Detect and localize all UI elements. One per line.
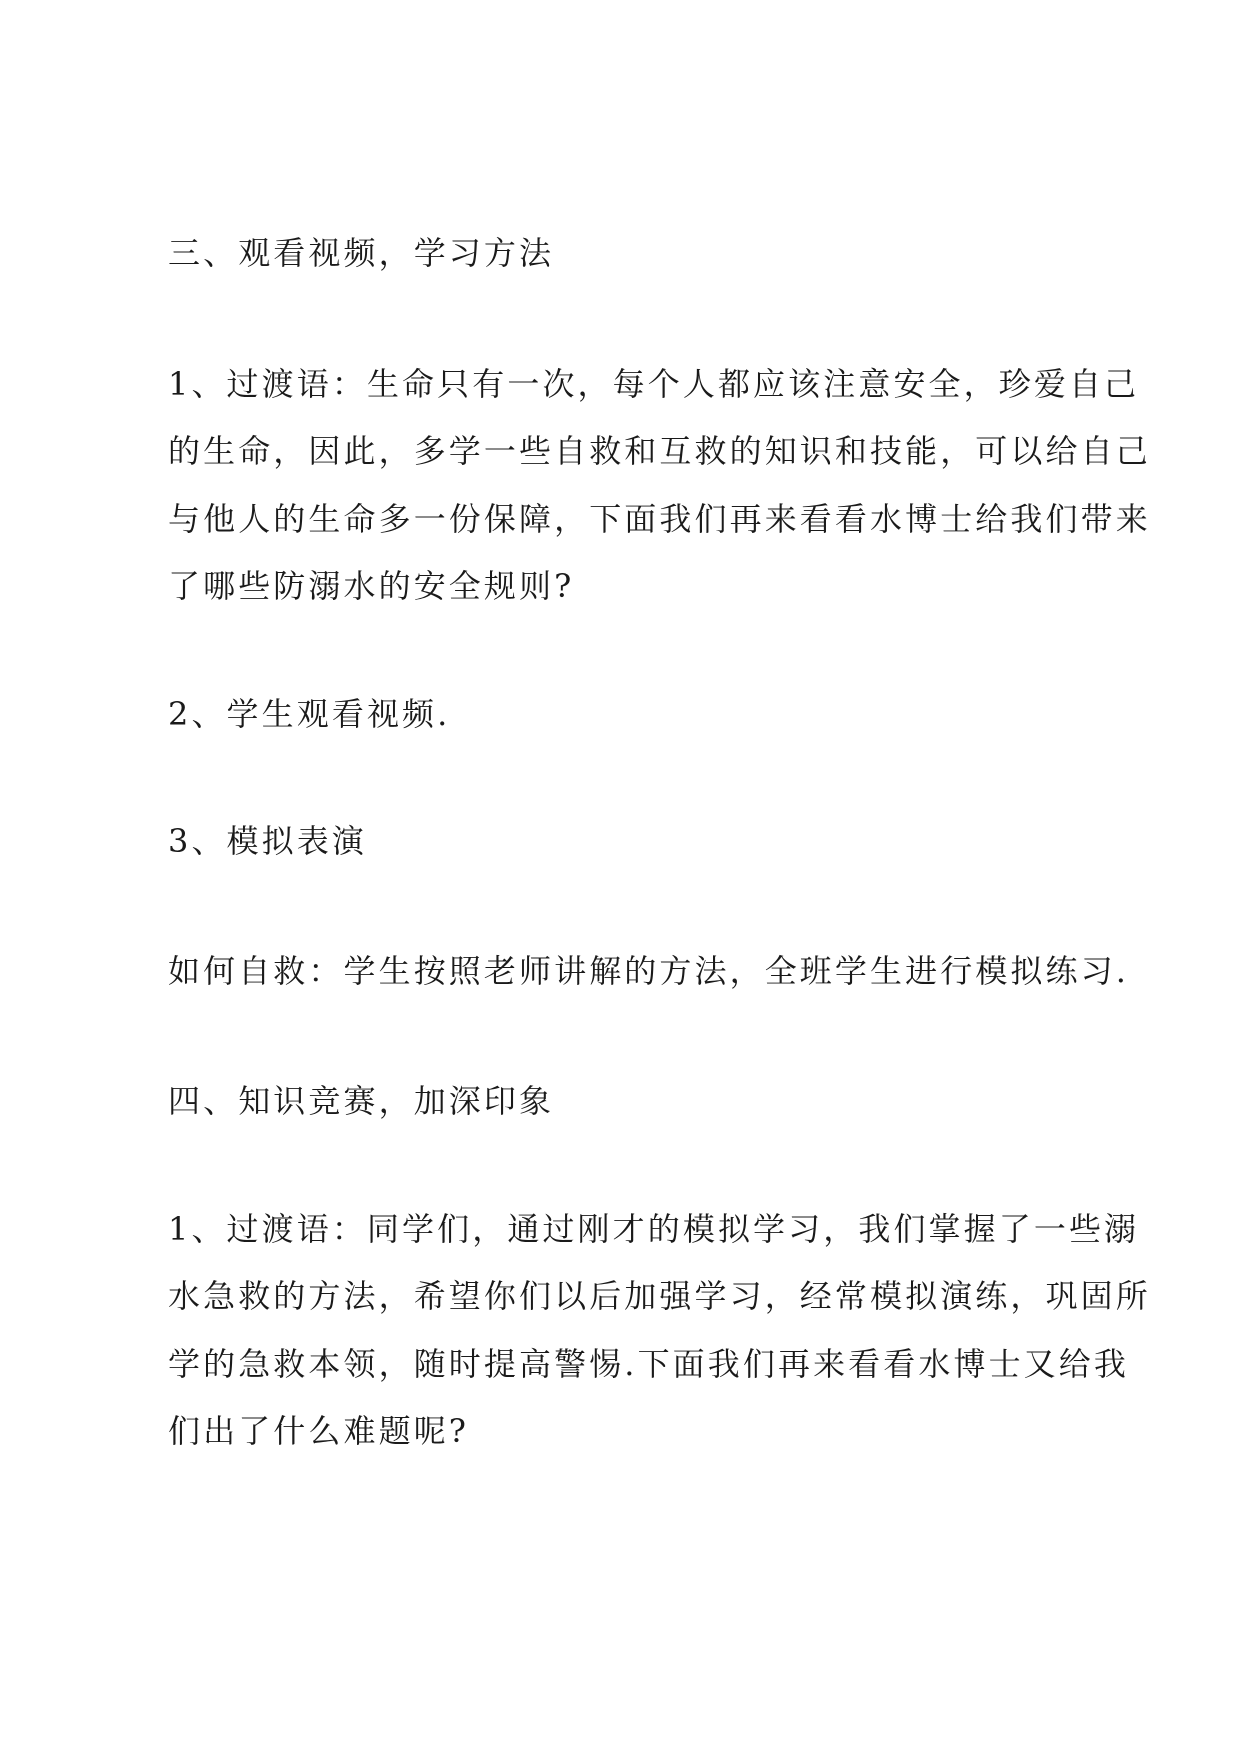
paragraph-line: 水急救的方法，希望你们以后加强学习，经常模拟演练，巩固所 [168,1277,1151,1315]
paragraph-line: 2、学生观看视频. [168,695,451,733]
section-heading: 三、观看视频，学习方法 [168,234,555,272]
paragraph-line: 3、模拟表演 [168,822,367,860]
paragraph-line: 的生命，因此，多学一些自救和互救的知识和技能，可以给自己 [168,432,1151,470]
paragraph-line: 了哪些防溺水的安全规则? [168,567,575,605]
paragraph-line: 与他人的生命多一份保障，下面我们再来看看水博士给我们带来 [168,500,1151,538]
paragraph-line: 学的急救本领，随时提高警惕.下面我们再来看看水博士又给我 [168,1345,1129,1383]
paragraph-line: 如何自救：学生按照老师讲解的方法，全班学生进行模拟练习. [168,952,1129,990]
paragraph-line: 们出了什么难题呢? [168,1412,470,1450]
paragraph-line: 1、过渡语：同学们，通过刚才的模拟学习，我们掌握了一些溺 [168,1210,1140,1248]
section-heading: 四、知识竞赛，加深印象 [168,1082,555,1120]
paragraph-line: 1、过渡语：生命只有一次，每个人都应该注意安全，珍爱自己 [168,365,1140,403]
